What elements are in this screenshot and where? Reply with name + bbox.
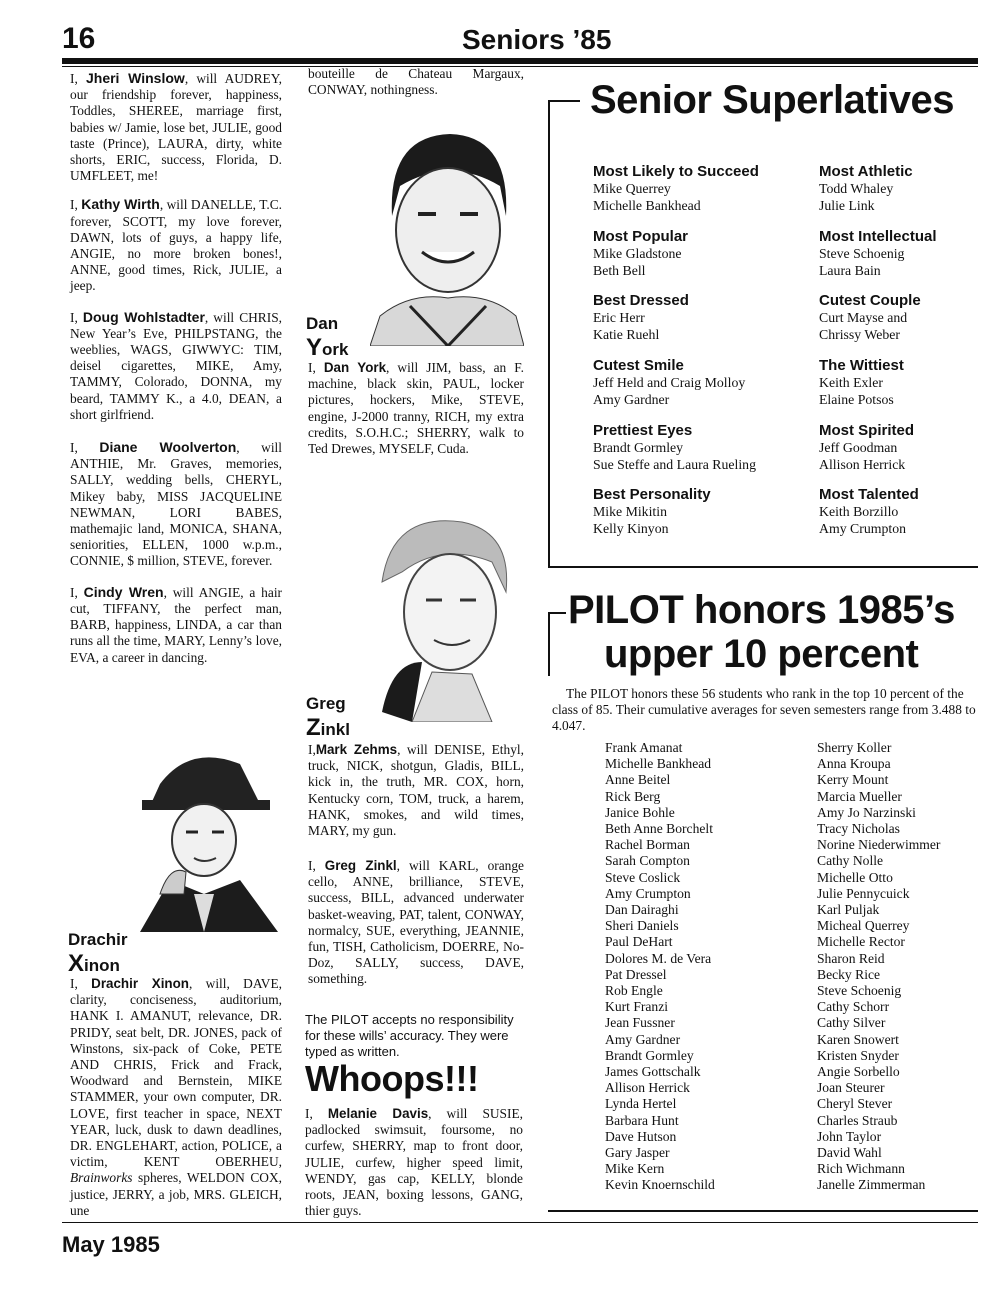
honor-student: David Wahl: [817, 1145, 882, 1161]
york-will: I, Dan York, will JIM, bass, an F. machine, black skin, PAUL, locker pictures, hockers, Mike, STEVE, engine, J-2000 tranny, RICH, my extra credits, S.O.H.C.; SHERRY, walk to Ted Drewes, MYSELF, Cuda.: [308, 360, 524, 457]
superlative-category: Most Likely to Succeed Mike Querrey Michelle Bankhead: [593, 163, 759, 213]
honor-student: Sharon Reid: [817, 950, 885, 966]
york-caption-first: Dan: [306, 314, 339, 333]
honor-student: Steve Schoenig: [817, 983, 902, 999]
honor-student: Becky Rice: [817, 966, 881, 982]
honor-student: Karen Snowert: [817, 1031, 899, 1047]
superlative-category: Best Dressed Eric Herr Katie Ruehl: [593, 292, 689, 342]
honor-student: Brandt Gormley: [605, 1047, 694, 1063]
pilot-bottom-rule: [548, 1210, 978, 1212]
zehms-will: I,Mark Zehms, will DENISE, Ethyl, truck, NICK, shotgun, Gladis, BILL, kick in, the truth, MR. COX, horn, Kentucky corn, TOM, truck, a harem, HANK, smokes, and wild times, MARY, my gun.: [308, 742, 524, 839]
honor-student: Gary Jasper: [605, 1145, 670, 1161]
honor-student: Anna Kroupa: [817, 756, 891, 772]
zinkl-caption-first: Greg: [306, 694, 346, 713]
superlative-category: Cutest Smile Jeff Held and Craig Molloy Amy Gardner: [593, 357, 746, 407]
honor-student: Mike Kern: [605, 1161, 665, 1177]
honor-student: Tracy Nicholas: [817, 821, 900, 837]
honor-student: Sarah Compton: [605, 853, 690, 869]
honor-student: Michelle Bankhead: [605, 756, 712, 772]
honor-student: Michelle Rector: [817, 934, 905, 950]
superlatives-bracket-top: [548, 100, 580, 102]
superlatives-title: Senior Superlatives: [590, 78, 954, 122]
pilot-headline-line-1: PILOT honors 1985’s: [568, 588, 955, 632]
honor-student: Rich Wichmann: [817, 1161, 905, 1177]
york-caption-last: York: [306, 334, 349, 361]
honor-student: Joan Steurer: [817, 1080, 885, 1096]
page-number: 16: [62, 22, 96, 55]
honor-student: John Taylor: [817, 1128, 882, 1144]
honor-student: Lynda Hertel: [605, 1096, 677, 1112]
header-rule: [62, 58, 978, 64]
pilot-bracket: [548, 612, 550, 676]
honor-student: Anne Beitel: [605, 772, 671, 788]
honor-student: Barbara Hunt: [605, 1112, 679, 1128]
superlative-category: Most Intellectual Steve Schoenig Laura Bain: [819, 228, 937, 278]
superlative-category: Cutest Couple Curt Mayse and Chrissy Weber: [819, 292, 921, 342]
honor-student: Julie Pennycuick: [817, 885, 910, 901]
honor-list-right: [817, 740, 940, 1194]
drachir-xinon-photo: [130, 744, 278, 932]
superlative-category: Most Spirited Jeff Goodman Allison Herrick: [819, 422, 915, 472]
honor-student: Amy Crumpton: [605, 885, 691, 901]
honor-student: Janelle Zimmerman: [817, 1177, 926, 1193]
honor-student: Amy Gardner: [605, 1031, 681, 1047]
honor-student: Kurt Franzi: [605, 999, 669, 1015]
wills-column-2-top: bouteille de Chateau Margaux, CONWAY, nothingness.: [308, 66, 524, 98]
honor-student: Michelle Otto: [817, 869, 893, 885]
honor-student: Beth Anne Borchelt: [605, 821, 713, 837]
davis-will: I, Melanie Davis, will SUSIE, padlocked swimsuit, foursome, no curfew, SHERRY, map to front door, JULIE, curfew, higher speed limit, WENDY, gas cap, KELLY, blonde roots, JEAN, boxing lessons, GANG, thier guys.: [305, 1106, 523, 1219]
will-entry: I, Kathy Wirth, will DANELLE, T.C. forever, SCOTT, my love forever, DAWN, lots of guys, a happy life, ANGIE, no more broken bones!, ANNE, good times, Rick, JULIE, a jeep.: [70, 196, 282, 294]
honor-student: Frank Amanat: [605, 740, 683, 755]
xinon-will: I, Drachir Xinon, will, DAVE, clarity, conciseness, auditorium, HANK I. AMANUT, relevance, DR. PRIDY, seat belt, DR. JONES, pack of Winstons, six-pack of Coke, PETE AND CHRIS, Frick and Frack, Woodward and Bernstein, MIKE STAMMER, your own computer, DR. LOVE, first teacher in space, NEXT YEAR, luck, dusk to dawn deadlines, DR. ENGLEHART, action, POLICE, a victim, KENT OBERHEU, Brainworks spheres, WELDON COX, justice, JERRY, a job, MRS. GLEICH, une: [70, 976, 282, 1218]
zinkl-will: I, Greg Zinkl, will KARL, orange cello, ANNE, brilliance, STEVE, success, BILL, advanced underwater basket-weaving, PAT, talent, CONWAY, normalcy, SUE, everything, JEANNIE, fun, TISH, Catholicism, DOERRE, No-Doz, SALLY, success, DAVE, something.: [308, 858, 525, 987]
footer-date: May 1985: [62, 1232, 160, 1257]
honor-student: Paul DeHart: [605, 934, 673, 950]
honor-student: Dan Dairaghi: [605, 902, 679, 918]
dan-york-photo: [370, 126, 524, 346]
honor-student: Dolores M. de Vera: [605, 950, 712, 966]
honor-student: Jean Fussner: [605, 1015, 675, 1031]
superlative-category: Best Personality Mike Mikitin Kelly Kinyon: [593, 486, 711, 536]
superlative-category: The Wittiest Keith Exler Elaine Potsos: [819, 357, 904, 407]
superlative-category: Most Popular Mike Gladstone Beth Bell: [593, 228, 689, 278]
zinkl-caption-last: Zinkl: [306, 714, 350, 741]
will-entry: I, Cindy Wren, will ANGIE, a hair cut, TIFFANY, the perfect man, BARB, happiness, LINDA, a car than runs all the time, MARY, Lenny’s love, EVA, a career in dancing.: [70, 583, 282, 665]
honor-student: Amy Jo Narzinski: [817, 804, 916, 820]
honor-student: Rick Berg: [605, 788, 661, 804]
honor-student: Pat Dressel: [605, 966, 667, 982]
honor-student: James Gottschalk: [605, 1064, 701, 1080]
superlative-category: Most Talented Keith Borzillo Amy Crumpton: [819, 486, 919, 536]
honor-student: Kristen Snyder: [817, 1047, 899, 1063]
honor-student: Allison Herrick: [605, 1080, 690, 1096]
honor-student: Norine Niederwimmer: [817, 837, 941, 853]
honor-student: Kevin Knoernschild: [605, 1177, 715, 1193]
bottom-rule: [300, 1222, 978, 1223]
honor-list-left: [605, 740, 715, 1194]
honor-student: Marcia Mueller: [817, 788, 902, 804]
disclaimer: The PILOT accepts no responsibility for these wills’ accuracy. They were typed as written.: [305, 1012, 514, 1059]
honor-student: Cheryl Stever: [817, 1096, 893, 1112]
pilot-headline-line-2: upper 10 percent: [604, 632, 919, 676]
pilot-bracket-top: [548, 612, 566, 614]
column-1-bottom-rule: [62, 1222, 300, 1223]
honor-student: Kerry Mount: [817, 772, 889, 788]
honor-student: Charles Straub: [817, 1112, 898, 1128]
honor-student: Dave Hutson: [605, 1128, 677, 1144]
honor-student: Steve Coslick: [605, 869, 681, 885]
xinon-caption-first: Drachir: [68, 930, 128, 949]
superlatives-bracket: [548, 100, 550, 568]
honor-student: Janice Bohle: [605, 804, 675, 820]
wills-column-1: [70, 70, 282, 678]
honor-student: Angie Sorbello: [817, 1064, 900, 1080]
honor-student: Cathy Nolle: [817, 853, 884, 869]
honor-student: Cathy Schorr: [817, 999, 890, 1015]
will-entry: I, Doug Wohlstadter, will CHRIS, New Year’s Eve, PHILPSTANG, the weeblies, WAGS, GIWWYC: TIM, deisel cigarettes, MIKE, Amy, TAMMY, Colorado, DONNA, my beard, TAMMY K., a 4.0, DEAN, a short girlfriend.: [70, 308, 282, 422]
honor-student: Sherry Koller: [817, 740, 892, 755]
will-entry: I, Diane Woolverton, will ANTHIE, Mr. Graves, memories, SALLY, wedding bells, CHERYL, Mikey baby, MISS JACQUELINE NEWMAN, LORI BABES, mathemajic land, MONICA, SHANA, seniorities, ELLEN, 1000 w.p.m., CONNIE, $ million, STEVE, forever.: [70, 439, 282, 569]
honor-student: Rachel Borman: [605, 837, 690, 853]
honor-student: Rob Engle: [605, 983, 663, 999]
greg-zinkl-photo: [372, 512, 520, 722]
superlative-category: Prettiest Eyes Brandt Gormley Sue Steffe and Laura Rueling: [593, 422, 756, 472]
will-entry: I, Jheri Winslow, will AUDREY, our friendship forever, happiness, Toddles, SHEREE, marriage first, babies w/ Jamie, lose bet, JULIE, good taste (Prince), LAURA, dirty, white shorts, ERIC, success, Florida, D. UMFLEET, me!: [70, 70, 282, 184]
pilot-intro: The PILOT honors these 56 students who rank in the top 10 percent of the class of 85. Their cumulative averages for seven semesters range from 3.488 to 4.047.: [552, 686, 976, 733]
superlatives-bottom-rule: [548, 566, 978, 568]
xinon-caption-last: Xinon: [68, 950, 120, 977]
whoops-heading: Whoops!!!: [305, 1058, 479, 1099]
superlative-category: Most Athletic Todd Whaley Julie Link: [819, 163, 913, 213]
honor-student: Micheal Querrey: [817, 918, 910, 934]
honor-student: Karl Puljak: [817, 902, 880, 918]
section-title: Seniors ’85: [462, 24, 612, 55]
honor-student: Cathy Silver: [817, 1015, 886, 1031]
honor-student: Sheri Daniels: [605, 918, 679, 934]
